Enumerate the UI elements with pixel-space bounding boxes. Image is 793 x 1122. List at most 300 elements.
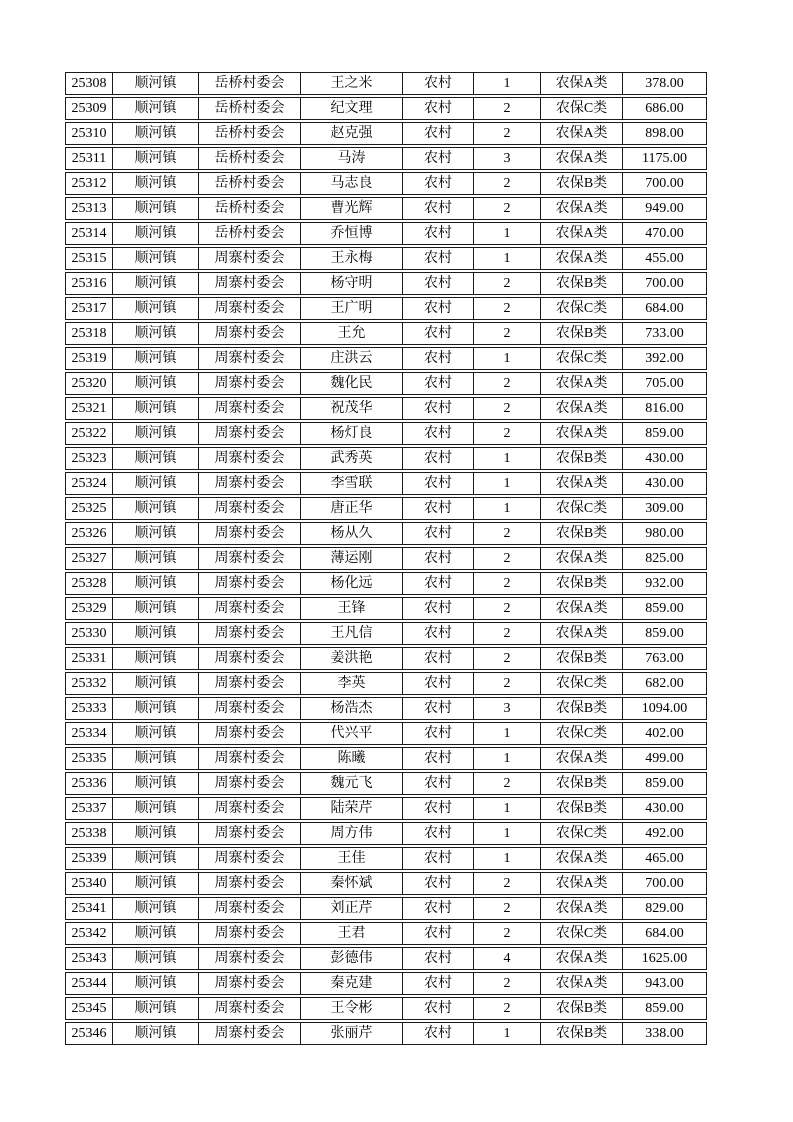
serial-number-cell: 25312 xyxy=(65,172,112,195)
person-name-cell: 彭德伟 xyxy=(300,947,402,970)
residence-type-cell: 农村 xyxy=(402,747,473,770)
residence-type-cell: 农村 xyxy=(402,97,473,120)
serial-number-cell: 25320 xyxy=(65,372,112,395)
village-committee-cell: 周寨村委会 xyxy=(198,872,300,895)
insurance-category-cell: 农保C类 xyxy=(540,672,622,695)
table-row xyxy=(65,722,707,745)
person-name-cell: 张丽芹 xyxy=(300,1022,402,1045)
village-committee-cell: 周寨村委会 xyxy=(198,847,300,870)
person-count-cell: 2 xyxy=(473,397,540,420)
residence-type-cell: 农村 xyxy=(402,122,473,145)
amount-cell: 1175.00 xyxy=(622,147,707,170)
town-cell: 顺河镇 xyxy=(112,897,198,920)
table-row xyxy=(65,97,707,120)
table-row xyxy=(65,597,707,620)
person-count-cell: 2 xyxy=(473,372,540,395)
table-row xyxy=(65,922,707,945)
serial-number-cell: 25321 xyxy=(65,397,112,420)
town-cell: 顺河镇 xyxy=(112,297,198,320)
table-row xyxy=(65,797,707,820)
serial-number-cell: 25313 xyxy=(65,197,112,220)
insurance-category-cell: 农保A类 xyxy=(540,972,622,995)
person-count-cell: 2 xyxy=(473,897,540,920)
person-name-cell: 王锋 xyxy=(300,597,402,620)
table-row xyxy=(65,747,707,770)
serial-number-cell: 25316 xyxy=(65,272,112,295)
serial-number-cell: 25340 xyxy=(65,872,112,895)
residence-type-cell: 农村 xyxy=(402,347,473,370)
residence-type-cell: 农村 xyxy=(402,672,473,695)
residence-type-cell: 农村 xyxy=(402,722,473,745)
town-cell: 顺河镇 xyxy=(112,547,198,570)
amount-cell: 309.00 xyxy=(622,497,707,520)
table-row xyxy=(65,847,707,870)
insurance-category-cell: 农保C类 xyxy=(540,922,622,945)
residence-type-cell: 农村 xyxy=(402,647,473,670)
person-count-cell: 1 xyxy=(473,247,540,270)
insurance-category-cell: 农保B类 xyxy=(540,797,622,820)
serial-number-cell: 25319 xyxy=(65,347,112,370)
town-cell: 顺河镇 xyxy=(112,697,198,720)
amount-cell: 859.00 xyxy=(622,772,707,795)
residence-type-cell: 农村 xyxy=(402,1022,473,1045)
person-count-cell: 1 xyxy=(473,747,540,770)
person-name-cell: 魏化民 xyxy=(300,372,402,395)
table-row xyxy=(65,547,707,570)
person-count-cell: 2 xyxy=(473,272,540,295)
town-cell: 顺河镇 xyxy=(112,797,198,820)
town-cell: 顺河镇 xyxy=(112,72,198,95)
amount-cell: 700.00 xyxy=(622,872,707,895)
town-cell: 顺河镇 xyxy=(112,247,198,270)
amount-cell: 700.00 xyxy=(622,172,707,195)
town-cell: 顺河镇 xyxy=(112,397,198,420)
town-cell: 顺河镇 xyxy=(112,422,198,445)
village-committee-cell: 周寨村委会 xyxy=(198,947,300,970)
town-cell: 顺河镇 xyxy=(112,222,198,245)
town-cell: 顺河镇 xyxy=(112,647,198,670)
village-committee-cell: 周寨村委会 xyxy=(198,322,300,345)
village-committee-cell: 岳桥村委会 xyxy=(198,222,300,245)
town-cell: 顺河镇 xyxy=(112,997,198,1020)
residence-type-cell: 农村 xyxy=(402,772,473,795)
insurance-category-cell: 农保C类 xyxy=(540,497,622,520)
town-cell: 顺河镇 xyxy=(112,197,198,220)
town-cell: 顺河镇 xyxy=(112,672,198,695)
person-count-cell: 1 xyxy=(473,797,540,820)
town-cell: 顺河镇 xyxy=(112,747,198,770)
amount-cell: 705.00 xyxy=(622,372,707,395)
residence-type-cell: 农村 xyxy=(402,597,473,620)
residence-type-cell: 农村 xyxy=(402,447,473,470)
amount-cell: 392.00 xyxy=(622,347,707,370)
residence-type-cell: 农村 xyxy=(402,422,473,445)
serial-number-cell: 25333 xyxy=(65,697,112,720)
amount-cell: 932.00 xyxy=(622,572,707,595)
table-row xyxy=(65,372,707,395)
town-cell: 顺河镇 xyxy=(112,447,198,470)
serial-number-cell: 25346 xyxy=(65,1022,112,1045)
village-committee-cell: 周寨村委会 xyxy=(198,572,300,595)
person-name-cell: 曹光辉 xyxy=(300,197,402,220)
town-cell: 顺河镇 xyxy=(112,472,198,495)
village-committee-cell: 岳桥村委会 xyxy=(198,122,300,145)
person-name-cell: 李雪联 xyxy=(300,472,402,495)
table-row xyxy=(65,647,707,670)
village-committee-cell: 周寨村委会 xyxy=(198,822,300,845)
amount-cell: 1094.00 xyxy=(622,697,707,720)
amount-cell: 733.00 xyxy=(622,322,707,345)
insurance-category-cell: 农保A类 xyxy=(540,947,622,970)
insurance-category-cell: 农保B类 xyxy=(540,322,622,345)
residence-type-cell: 农村 xyxy=(402,172,473,195)
person-count-cell: 1 xyxy=(473,1022,540,1045)
person-count-cell: 1 xyxy=(473,847,540,870)
serial-number-cell: 25308 xyxy=(65,72,112,95)
residence-type-cell: 农村 xyxy=(402,72,473,95)
person-count-cell: 2 xyxy=(473,172,540,195)
insurance-category-cell: 农保A类 xyxy=(540,472,622,495)
town-cell: 顺河镇 xyxy=(112,1022,198,1045)
residence-type-cell: 农村 xyxy=(402,697,473,720)
amount-cell: 980.00 xyxy=(622,522,707,545)
amount-cell: 825.00 xyxy=(622,547,707,570)
town-cell: 顺河镇 xyxy=(112,122,198,145)
person-count-cell: 2 xyxy=(473,647,540,670)
town-cell: 顺河镇 xyxy=(112,572,198,595)
village-committee-cell: 周寨村委会 xyxy=(198,647,300,670)
serial-number-cell: 25330 xyxy=(65,622,112,645)
town-cell: 顺河镇 xyxy=(112,947,198,970)
residence-type-cell: 农村 xyxy=(402,797,473,820)
residence-type-cell: 农村 xyxy=(402,297,473,320)
insurance-category-cell: 农保B类 xyxy=(540,1022,622,1045)
serial-number-cell: 25338 xyxy=(65,822,112,845)
insurance-category-cell: 农保A类 xyxy=(540,72,622,95)
insurance-category-cell: 农保B类 xyxy=(540,647,622,670)
village-committee-cell: 岳桥村委会 xyxy=(198,147,300,170)
town-cell: 顺河镇 xyxy=(112,922,198,945)
insurance-category-cell: 农保A类 xyxy=(540,222,622,245)
serial-number-cell: 25325 xyxy=(65,497,112,520)
table-row xyxy=(65,772,707,795)
amount-cell: 338.00 xyxy=(622,1022,707,1045)
town-cell: 顺河镇 xyxy=(112,147,198,170)
person-name-cell: 赵克强 xyxy=(300,122,402,145)
serial-number-cell: 25343 xyxy=(65,947,112,970)
insurance-category-cell: 农保C类 xyxy=(540,822,622,845)
insurance-category-cell: 农保B类 xyxy=(540,772,622,795)
person-count-cell: 2 xyxy=(473,122,540,145)
insurance-category-cell: 农保B类 xyxy=(540,572,622,595)
person-name-cell: 王佳 xyxy=(300,847,402,870)
serial-number-cell: 25327 xyxy=(65,547,112,570)
person-name-cell: 王君 xyxy=(300,922,402,945)
serial-number-cell: 25318 xyxy=(65,322,112,345)
person-count-cell: 2 xyxy=(473,772,540,795)
serial-number-cell: 25341 xyxy=(65,897,112,920)
amount-cell: 859.00 xyxy=(622,597,707,620)
benefits-table xyxy=(65,70,707,1047)
person-count-cell: 2 xyxy=(473,622,540,645)
residence-type-cell: 农村 xyxy=(402,472,473,495)
person-count-cell: 1 xyxy=(473,722,540,745)
insurance-category-cell: 农保B类 xyxy=(540,272,622,295)
serial-number-cell: 25332 xyxy=(65,672,112,695)
amount-cell: 684.00 xyxy=(622,297,707,320)
insurance-category-cell: 农保A类 xyxy=(540,247,622,270)
insurance-category-cell: 农保C类 xyxy=(540,722,622,745)
insurance-category-cell: 农保A类 xyxy=(540,422,622,445)
amount-cell: 430.00 xyxy=(622,797,707,820)
serial-number-cell: 25342 xyxy=(65,922,112,945)
person-name-cell: 祝茂华 xyxy=(300,397,402,420)
serial-number-cell: 25315 xyxy=(65,247,112,270)
village-committee-cell: 周寨村委会 xyxy=(198,447,300,470)
serial-number-cell: 25310 xyxy=(65,122,112,145)
insurance-category-cell: 农保B类 xyxy=(540,697,622,720)
serial-number-cell: 25344 xyxy=(65,972,112,995)
amount-cell: 859.00 xyxy=(622,622,707,645)
amount-cell: 686.00 xyxy=(622,97,707,120)
town-cell: 顺河镇 xyxy=(112,972,198,995)
table-row xyxy=(65,247,707,270)
person-name-cell: 王令彬 xyxy=(300,997,402,1020)
person-name-cell: 马志良 xyxy=(300,172,402,195)
amount-cell: 763.00 xyxy=(622,647,707,670)
residence-type-cell: 农村 xyxy=(402,272,473,295)
person-name-cell: 王之米 xyxy=(300,72,402,95)
serial-number-cell: 25326 xyxy=(65,522,112,545)
town-cell: 顺河镇 xyxy=(112,772,198,795)
amount-cell: 943.00 xyxy=(622,972,707,995)
serial-number-cell: 25311 xyxy=(65,147,112,170)
table-row xyxy=(65,122,707,145)
person-name-cell: 杨从久 xyxy=(300,522,402,545)
person-count-cell: 3 xyxy=(473,697,540,720)
village-committee-cell: 周寨村委会 xyxy=(198,497,300,520)
residence-type-cell: 农村 xyxy=(402,622,473,645)
serial-number-cell: 25323 xyxy=(65,447,112,470)
serial-number-cell: 25345 xyxy=(65,997,112,1020)
table-row xyxy=(65,697,707,720)
village-committee-cell: 周寨村委会 xyxy=(198,547,300,570)
table-row xyxy=(65,447,707,470)
village-committee-cell: 周寨村委会 xyxy=(198,247,300,270)
person-name-cell: 乔恒博 xyxy=(300,222,402,245)
table-row xyxy=(65,997,707,1020)
person-name-cell: 杨浩杰 xyxy=(300,697,402,720)
amount-cell: 430.00 xyxy=(622,472,707,495)
person-name-cell: 马涛 xyxy=(300,147,402,170)
town-cell: 顺河镇 xyxy=(112,622,198,645)
village-committee-cell: 周寨村委会 xyxy=(198,697,300,720)
village-committee-cell: 周寨村委会 xyxy=(198,422,300,445)
village-committee-cell: 周寨村委会 xyxy=(198,397,300,420)
residence-type-cell: 农村 xyxy=(402,147,473,170)
table-row xyxy=(65,222,707,245)
person-name-cell: 王广明 xyxy=(300,297,402,320)
table-row xyxy=(65,347,707,370)
insurance-category-cell: 农保A类 xyxy=(540,547,622,570)
amount-cell: 859.00 xyxy=(622,997,707,1020)
serial-number-cell: 25309 xyxy=(65,97,112,120)
amount-cell: 816.00 xyxy=(622,397,707,420)
amount-cell: 499.00 xyxy=(622,747,707,770)
residence-type-cell: 农村 xyxy=(402,822,473,845)
serial-number-cell: 25322 xyxy=(65,422,112,445)
town-cell: 顺河镇 xyxy=(112,822,198,845)
person-count-cell: 1 xyxy=(473,347,540,370)
amount-cell: 682.00 xyxy=(622,672,707,695)
person-name-cell: 王永梅 xyxy=(300,247,402,270)
residence-type-cell: 农村 xyxy=(402,947,473,970)
person-name-cell: 周方伟 xyxy=(300,822,402,845)
insurance-category-cell: 农保A类 xyxy=(540,597,622,620)
amount-cell: 378.00 xyxy=(622,72,707,95)
amount-cell: 859.00 xyxy=(622,422,707,445)
table-row xyxy=(65,72,707,95)
person-name-cell: 薄运刚 xyxy=(300,547,402,570)
insurance-category-cell: 农保A类 xyxy=(540,147,622,170)
village-committee-cell: 周寨村委会 xyxy=(198,997,300,1020)
person-name-cell: 刘正芹 xyxy=(300,897,402,920)
table-row xyxy=(65,1022,707,1045)
person-name-cell: 秦怀斌 xyxy=(300,872,402,895)
person-name-cell: 王允 xyxy=(300,322,402,345)
residence-type-cell: 农村 xyxy=(402,897,473,920)
residence-type-cell: 农村 xyxy=(402,922,473,945)
village-committee-cell: 周寨村委会 xyxy=(198,797,300,820)
village-committee-cell: 周寨村委会 xyxy=(198,897,300,920)
insurance-category-cell: 农保A类 xyxy=(540,122,622,145)
table-row xyxy=(65,947,707,970)
person-name-cell: 杨守明 xyxy=(300,272,402,295)
person-name-cell: 纪文理 xyxy=(300,97,402,120)
person-count-cell: 2 xyxy=(473,522,540,545)
table-row xyxy=(65,397,707,420)
person-name-cell: 陈曦 xyxy=(300,747,402,770)
person-count-cell: 2 xyxy=(473,872,540,895)
village-committee-cell: 周寨村委会 xyxy=(198,472,300,495)
village-committee-cell: 周寨村委会 xyxy=(198,372,300,395)
person-count-cell: 2 xyxy=(473,672,540,695)
amount-cell: 470.00 xyxy=(622,222,707,245)
person-count-cell: 2 xyxy=(473,597,540,620)
person-name-cell: 庄洪云 xyxy=(300,347,402,370)
table-row xyxy=(65,972,707,995)
person-count-cell: 2 xyxy=(473,97,540,120)
amount-cell: 949.00 xyxy=(622,197,707,220)
amount-cell: 684.00 xyxy=(622,922,707,945)
person-count-cell: 1 xyxy=(473,222,540,245)
residence-type-cell: 农村 xyxy=(402,497,473,520)
village-committee-cell: 周寨村委会 xyxy=(198,297,300,320)
village-committee-cell: 岳桥村委会 xyxy=(198,172,300,195)
serial-number-cell: 25314 xyxy=(65,222,112,245)
town-cell: 顺河镇 xyxy=(112,322,198,345)
person-count-cell: 2 xyxy=(473,997,540,1020)
village-committee-cell: 周寨村委会 xyxy=(198,722,300,745)
table-row xyxy=(65,472,707,495)
amount-cell: 700.00 xyxy=(622,272,707,295)
serial-number-cell: 25334 xyxy=(65,722,112,745)
residence-type-cell: 农村 xyxy=(402,522,473,545)
person-name-cell: 王凡信 xyxy=(300,622,402,645)
insurance-category-cell: 农保A类 xyxy=(540,372,622,395)
serial-number-cell: 25337 xyxy=(65,797,112,820)
town-cell: 顺河镇 xyxy=(112,497,198,520)
town-cell: 顺河镇 xyxy=(112,597,198,620)
residence-type-cell: 农村 xyxy=(402,372,473,395)
residence-type-cell: 农村 xyxy=(402,197,473,220)
village-committee-cell: 周寨村委会 xyxy=(198,522,300,545)
insurance-category-cell: 农保A类 xyxy=(540,197,622,220)
serial-number-cell: 25339 xyxy=(65,847,112,870)
serial-number-cell: 25336 xyxy=(65,772,112,795)
person-count-cell: 2 xyxy=(473,197,540,220)
person-count-cell: 1 xyxy=(473,822,540,845)
serial-number-cell: 25328 xyxy=(65,572,112,595)
insurance-category-cell: 农保A类 xyxy=(540,747,622,770)
table-row xyxy=(65,297,707,320)
town-cell: 顺河镇 xyxy=(112,522,198,545)
town-cell: 顺河镇 xyxy=(112,347,198,370)
benefits-table-body xyxy=(65,72,707,1045)
table-row xyxy=(65,422,707,445)
residence-type-cell: 农村 xyxy=(402,847,473,870)
person-name-cell: 唐正华 xyxy=(300,497,402,520)
village-committee-cell: 岳桥村委会 xyxy=(198,72,300,95)
person-name-cell: 陆荣芹 xyxy=(300,797,402,820)
residence-type-cell: 农村 xyxy=(402,572,473,595)
person-name-cell: 杨化远 xyxy=(300,572,402,595)
amount-cell: 898.00 xyxy=(622,122,707,145)
insurance-category-cell: 农保A类 xyxy=(540,397,622,420)
person-name-cell: 代兴平 xyxy=(300,722,402,745)
village-committee-cell: 周寨村委会 xyxy=(198,922,300,945)
person-count-cell: 1 xyxy=(473,72,540,95)
town-cell: 顺河镇 xyxy=(112,372,198,395)
insurance-category-cell: 农保B类 xyxy=(540,447,622,470)
person-count-cell: 2 xyxy=(473,422,540,445)
table-row xyxy=(65,822,707,845)
village-committee-cell: 周寨村委会 xyxy=(198,347,300,370)
insurance-category-cell: 农保B类 xyxy=(540,997,622,1020)
residence-type-cell: 农村 xyxy=(402,972,473,995)
town-cell: 顺河镇 xyxy=(112,722,198,745)
person-count-cell: 2 xyxy=(473,547,540,570)
insurance-category-cell: 农保B类 xyxy=(540,172,622,195)
amount-cell: 829.00 xyxy=(622,897,707,920)
amount-cell: 402.00 xyxy=(622,722,707,745)
person-count-cell: 2 xyxy=(473,572,540,595)
insurance-category-cell: 农保A类 xyxy=(540,622,622,645)
residence-type-cell: 农村 xyxy=(402,222,473,245)
table-row xyxy=(65,672,707,695)
table-row xyxy=(65,622,707,645)
insurance-category-cell: 农保C类 xyxy=(540,347,622,370)
amount-cell: 430.00 xyxy=(622,447,707,470)
residence-type-cell: 农村 xyxy=(402,322,473,345)
residence-type-cell: 农村 xyxy=(402,247,473,270)
person-name-cell: 李英 xyxy=(300,672,402,695)
table-row xyxy=(65,322,707,345)
amount-cell: 465.00 xyxy=(622,847,707,870)
serial-number-cell: 25317 xyxy=(65,297,112,320)
table-row xyxy=(65,522,707,545)
town-cell: 顺河镇 xyxy=(112,172,198,195)
